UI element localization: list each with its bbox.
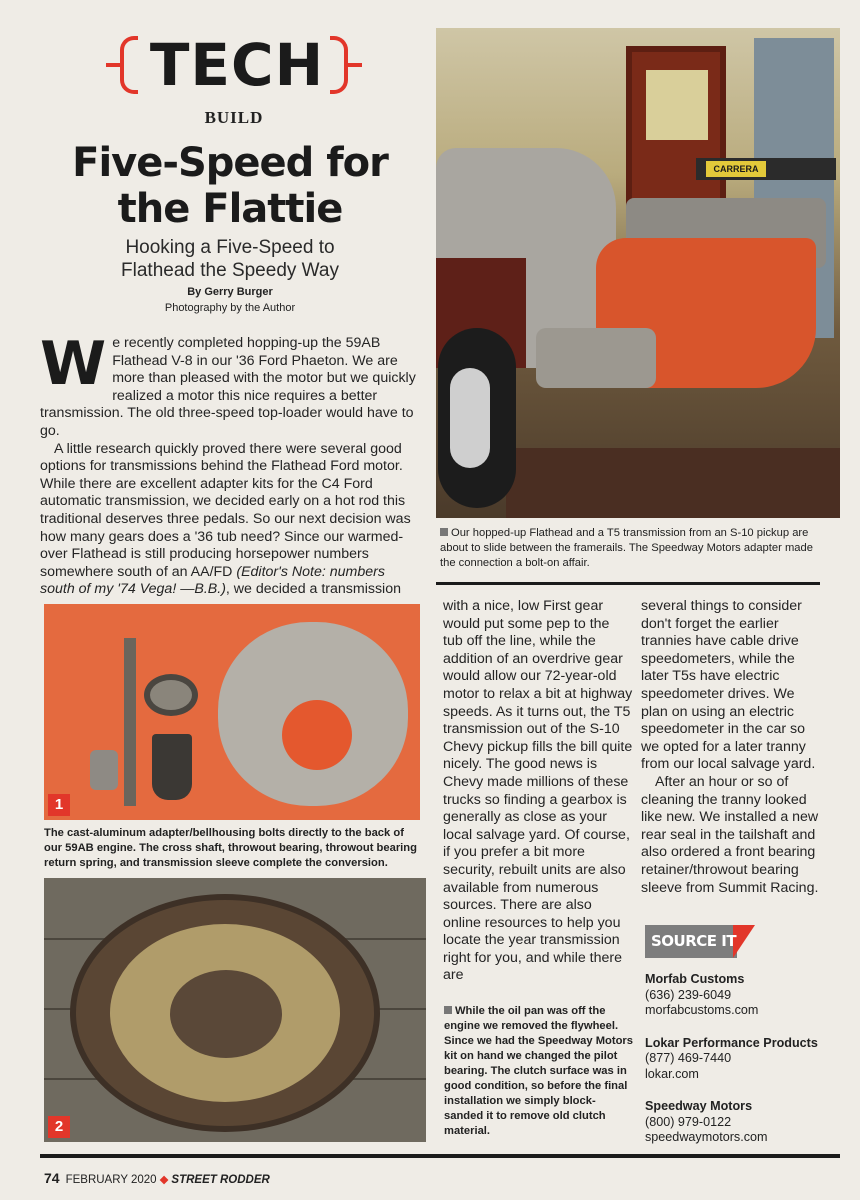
source-phone: (800) 979-0122 [645, 1114, 732, 1129]
photo-1-fork [152, 734, 192, 800]
source-name: Lokar Performance Products [645, 1035, 818, 1050]
photo-1 [44, 604, 420, 820]
source-website: speedwaymotors.com [645, 1130, 768, 1144]
main-photo-caption [440, 526, 830, 571]
footer-rule [40, 1154, 840, 1158]
deck-line-1: Hooking a Five-Speed to [125, 237, 335, 258]
paragraph-2-text: A little research quickly proved there were several good options for transmissions behind the Flathead Ford motor. While there are excellent adapter kits for the C4 Ford automatic transmission, we decided early on a hot rod this traditional deserves three pedals. So our next decision was how many gears does a '36 tub need? Since our warmed-over Flathead is still producing horsepower numbers somewhere south of an AA/FD [40, 440, 411, 580]
author: By Gerry Burger [187, 286, 273, 298]
photo-hubcap [450, 368, 490, 468]
source-website: lokar.com [645, 1066, 699, 1081]
editors-note: (Editor's Note: numbers south of my '74 Vega! —B.B.) [40, 563, 385, 598]
title-line-2: the Flattie [117, 186, 343, 232]
source-list [645, 972, 845, 1163]
photo-transmission [536, 328, 656, 388]
photo-floor [506, 448, 840, 518]
column-2-text: with a nice, low First gear would put some pep to the tub off the line, while the addition of an overdrive gear would allow our 72-year-old motor to relax a bit at highway speeds. As it turns out, the T5 transmission out of the S-10 Chevy pickup fills the bill quite nicely. The good news is Chevy made millions of these trucks so finding a gearbox is generally as close as your local salvage yard. Of course, if you prefer a bit more security, rebuilt units are also available from numerous sources. There are also online resources to help you locate the year transmission right for you, and while there are [443, 598, 633, 984]
source-name: Speedway Motors [645, 1099, 753, 1113]
photo-2 [44, 878, 426, 1142]
drop-cap: W [40, 329, 107, 399]
byline [60, 284, 400, 316]
paragraph-1-text: e recently completed hopping-up the 59AB Flathead V-8 in our '36 Ford Phaeton. We are more than pleased with the motor but we quickly realized a motor this nice requires a better transmission. The old three-speed top-loader would have to go. [40, 335, 416, 439]
source-badge-label: SOURCE IT [651, 932, 737, 950]
source-phone: (636) 239-6049 [645, 987, 732, 1002]
article-column-3 [641, 598, 823, 897]
page-footer [44, 1170, 270, 1186]
paragraph-2 [40, 441, 420, 599]
source-website: morfabcustoms.com [645, 1003, 759, 1017]
main-caption-text: Our hopped-up Flathead and a T5 transmission from an S-10 pickup are about to slide between the framerails. The Speedway Motors adapter made the connection a bolt-on affair. [440, 527, 813, 569]
photo-2-caption-text: While the oil pan was off the engine we removed the flywheel. Since we had the Speedway Motors kit on hand we changed the pilot bearing. The clutch surface was in good condition, so before the final installation we simply block-sanded it to remove old clutch material. [444, 1005, 633, 1137]
photo-1-bellhousing-hole [282, 700, 352, 770]
source-badge-accent [733, 925, 755, 958]
article-deck [60, 236, 400, 282]
photo-credit: Photography by the Author [164, 302, 296, 314]
diamond-icon: ◆ [159, 1174, 169, 1186]
section-label: TECH [149, 31, 325, 99]
column-3-paragraph-1: several things to consider don't forget the earlier trannies have cable drive speedometers, while the later T5s have electric speedometer drives. We plan on using an electric speedometer in the car so we opted for a later tranny from our local salvage yard. [641, 598, 816, 773]
issue-date: FEBRUARY 2020 [65, 1174, 157, 1186]
title-line-1: Five-Speed for [72, 140, 388, 186]
paragraph-1 [40, 329, 420, 441]
deck-line-2: Flathead the Speedy Way [121, 260, 339, 281]
paragraph-2-end: , we decided a transmission [225, 581, 401, 598]
photo-1-number: 1 [48, 794, 70, 816]
photo-door-window [646, 70, 708, 140]
hoist-label: CARRERA [706, 161, 766, 177]
caption-square-icon [440, 528, 448, 536]
left-brace-line [106, 63, 120, 67]
source-phone: (877) 469-7440 [645, 1051, 732, 1065]
magazine-name: STREET RODDER [171, 1174, 270, 1186]
right-brace-line [348, 63, 362, 67]
photo-2-hub [170, 970, 282, 1058]
main-photo [436, 28, 840, 518]
section-logo [112, 30, 356, 100]
source-name: Morfab Customs [645, 972, 745, 986]
column-divider [436, 582, 820, 585]
photo-2-caption [444, 1004, 634, 1139]
source-item [645, 1036, 845, 1083]
photo-1-cross-shaft [124, 638, 136, 806]
right-brace-icon [330, 36, 348, 94]
photo-1-caption: The cast-aluminum adapter/bellhousing bolts directly to the back of our 59AB engine. The cross shaft, throwout bearing, throwout bearing return spring, and transmission sleeve complete the conversion. [44, 827, 417, 869]
source-item [645, 1099, 845, 1146]
source-it-badge [645, 925, 757, 958]
caption-square-icon [444, 1006, 452, 1014]
column-3-paragraph-2: After an hour or so of cleaning the tranny looked like new. We installed a new rear seal in the tailshaft and also ordered a front bearing retainer/throwout bearing sleeve from Summit Racing. [641, 773, 819, 896]
photo-1-throwout-bearing [144, 674, 198, 716]
source-item [645, 972, 845, 1019]
article-body-lead [40, 329, 420, 599]
page-number: 74 [44, 1170, 60, 1186]
article-column-2 [443, 598, 633, 985]
left-brace-icon [120, 36, 138, 94]
subsection-label: BUILD [204, 108, 264, 127]
article-title [40, 140, 420, 232]
photo-2-number: 2 [48, 1116, 70, 1138]
photo-1-sleeve [90, 750, 118, 790]
